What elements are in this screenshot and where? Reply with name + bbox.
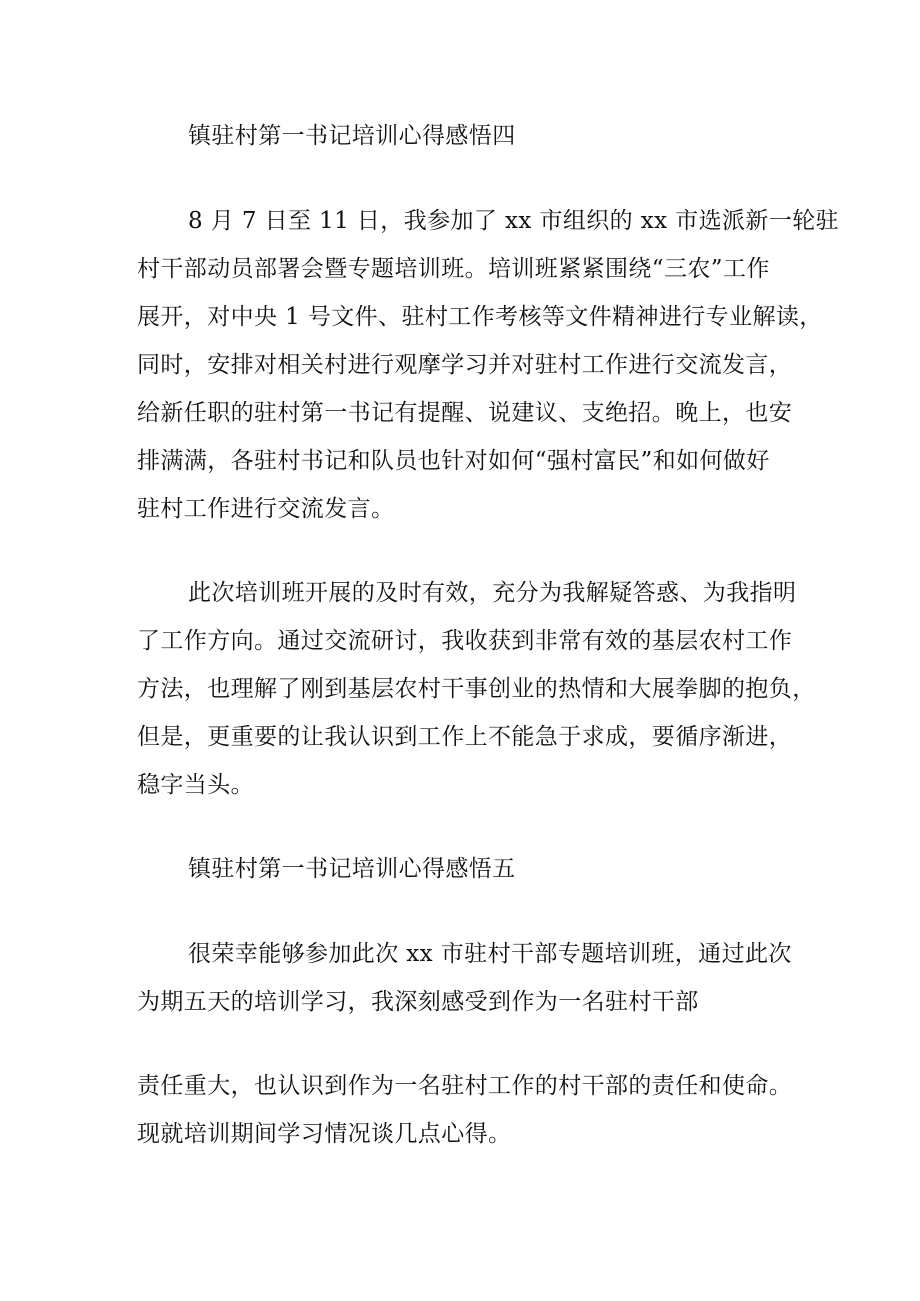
- paragraph-two-line-5: 稳字当头。: [137, 772, 254, 798]
- paragraph-one-line-2: 村干部动员部署会暨专题培训班。培训班紧紧围绕“三农”工作: [137, 256, 770, 282]
- paragraph-two-line-1: 此次培训班开展的及时有效，充分为我解疑答惑、为我指明: [188, 580, 797, 606]
- paragraph-two-line-2: 了工作方向。通过交流研讨，我收获到非常有效的基层农村工作: [137, 628, 793, 654]
- paragraph-one-line-3: 展开，对中央 1 号文件、驻村工作考核等文件精神进行专业解读，: [137, 304, 823, 330]
- section-heading-five: 镇驻村第一书记培训心得感悟五: [188, 856, 516, 882]
- section-heading-four: 镇驻村第一书记培训心得感悟四: [188, 123, 516, 149]
- paragraph-three-line-1: 很荣幸能够参加此次 xx 市驻村干部专题培训班，通过此次: [188, 941, 792, 967]
- paragraph-one-line-5: 给新任职的驻村第一书记有提醒、说建议、支绝招。晚上，也安: [137, 400, 793, 426]
- paragraph-one-line-4: 同时，安排对相关村进行观摩学习并对驻村工作进行交流发言，: [137, 352, 793, 378]
- paragraph-four-line-1: 责任重大，也认识到作为一名驻村工作的村干部的责任和使命。: [137, 1073, 793, 1099]
- paragraph-four-line-2: 现就培训期间学习情况谈几点心得。: [137, 1121, 512, 1147]
- paragraph-one-line-6: 排满满，各驻村书记和队员也针对如何“强村富民”和如何做好: [137, 448, 770, 474]
- paragraph-one-line-1: 8 月 7 日至 11 日，我参加了 xx 市组织的 xx 市选派新一轮驻: [188, 208, 840, 234]
- paragraph-one-line-7: 驻村工作进行交流发言。: [137, 496, 395, 522]
- paragraph-two-line-4: 但是，更重要的让我认识到工作上不能急于求成，要循序渐进，: [137, 724, 793, 750]
- paragraph-three-line-2: 为期五天的培训学习，我深刻感受到作为一名驻村干部: [137, 989, 699, 1015]
- paragraph-two-line-3: 方法，也理解了刚到基层农村干事创业的热情和大展拳脚的抱负，: [137, 676, 816, 702]
